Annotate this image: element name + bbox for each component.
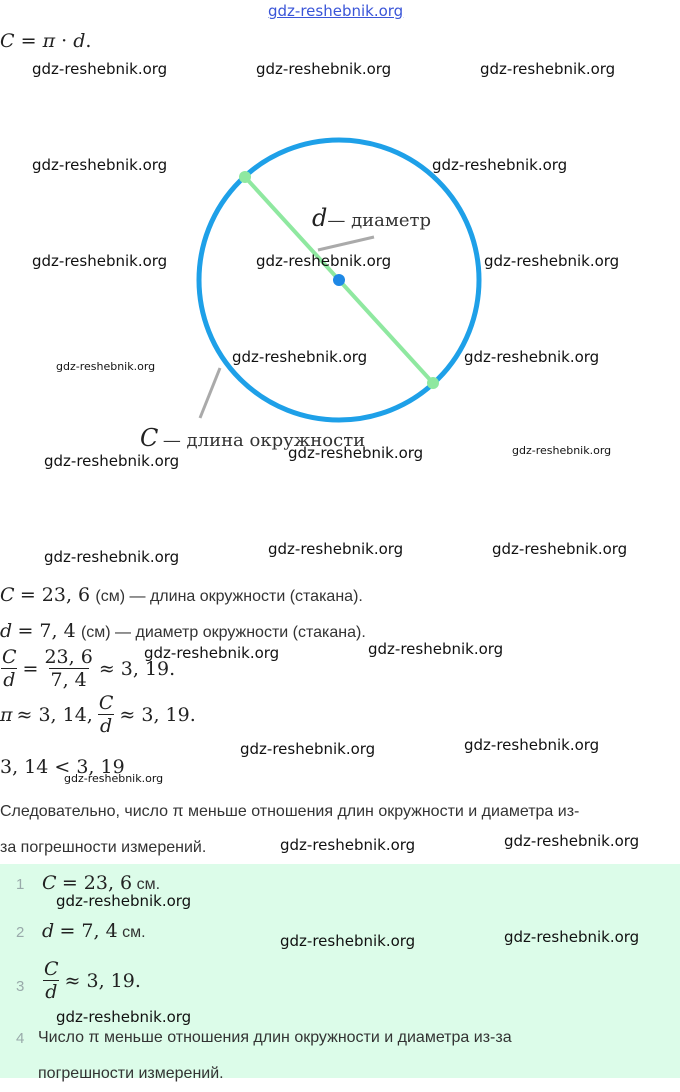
ratio-eq: = [22, 657, 39, 680]
watermark: gdz-reshebnik.org [256, 252, 392, 270]
ratio-den: d [3, 669, 16, 691]
watermark: gdz-reshebnik.org [368, 640, 504, 658]
c-value-text: (см) — длина окружности (стакана). [95, 588, 363, 605]
watermark: gdz-reshebnik.org [288, 444, 424, 462]
answer-number-4: 4 [16, 1030, 25, 1047]
watermark: gdz-reshebnik.org [280, 932, 416, 950]
watermark: gdz-reshebnik.org [504, 832, 640, 850]
watermark: gdz-reshebnik.org [492, 540, 628, 558]
line-d-value [0, 620, 366, 643]
watermark: gdz-reshebnik.org [256, 60, 392, 78]
diameter-leader-line [318, 237, 374, 250]
ratio-num-value: 23, 6 [44, 646, 93, 668]
answer-3-approx: ≈ 3, 19. [64, 969, 141, 992]
watermark: gdz-reshebnik.org [32, 156, 168, 174]
answer-item-2 [42, 920, 146, 943]
answer-number-1: 1 [16, 876, 25, 893]
d-value-expr: = 7, 4 [17, 620, 76, 642]
answer-1-unit: см. [132, 876, 161, 893]
circumference-leader-line [200, 368, 220, 418]
answer-number-3: 3 [16, 978, 25, 995]
answer-3-den: d [45, 981, 58, 1003]
watermark: gdz-reshebnik.org [44, 452, 180, 470]
diameter-label [312, 204, 431, 232]
watermark: gdz-reshebnik.org [280, 836, 416, 854]
ratio-den-value: 7, 4 [50, 669, 87, 691]
watermark: gdz-reshebnik.org [56, 892, 192, 910]
watermark: gdz-reshebnik.org [432, 156, 568, 174]
answer-1-expr: = 23, 6 [61, 872, 133, 894]
watermark: gdz-reshebnik.org [44, 548, 180, 566]
diameter-endpoint-bottom [427, 377, 439, 389]
diameter-label-var: d [312, 204, 328, 232]
diameter-endpoint-top [239, 171, 251, 183]
watermark: gdz-reshebnik.org [512, 444, 612, 457]
formula-dot: · [61, 30, 68, 52]
answer-2-expr: = 7, 4 [59, 920, 118, 942]
answer-number-2: 2 [16, 924, 25, 941]
watermark-top[interactable]: gdz-reshebnik.org [268, 2, 404, 20]
answer-1-var: C [42, 872, 57, 894]
pi-line-num: C [98, 692, 114, 714]
answer-3-num: C [44, 958, 59, 980]
c-value-var: C [0, 584, 15, 606]
pi-line-approx: ≈ 3, 19. [119, 703, 196, 726]
ratio-approx: ≈ 3, 19. [98, 657, 176, 680]
pi-line-fraction [97, 692, 116, 737]
watermark: gdz-reshebnik.org [268, 540, 404, 558]
answer-3-fraction [42, 958, 61, 1003]
ratio-fraction-values [42, 646, 94, 691]
watermark: gdz-reshebnik.org [232, 348, 368, 366]
center-point [333, 274, 345, 286]
d-value-var: d [0, 620, 13, 642]
conclusion-line-1: Следовательно, число π меньше отношения длин окружности и диаметра из- [0, 803, 580, 820]
circumference-label-var: C [140, 424, 159, 452]
formula-pi: π [42, 30, 56, 52]
answer-item-3 [42, 958, 141, 1003]
line-compare: 3, 14 < 3, 19 [0, 756, 125, 778]
watermark: gdz-reshebnik.org [484, 252, 620, 270]
watermark: gdz-reshebnik.org [504, 928, 640, 946]
line-pi [0, 692, 196, 737]
watermark: gdz-reshebnik.org [32, 252, 168, 270]
pi-line-den: d [100, 715, 113, 737]
watermark: gdz-reshebnik.org [464, 736, 600, 754]
watermark: gdz-reshebnik.org [144, 644, 280, 662]
answer-4-line-2: погрешности измерений. [38, 1065, 224, 1082]
answer-2-var: d [42, 920, 55, 942]
conclusion-line-2: за погрешности измерений. [0, 839, 207, 856]
c-value-expr: = 23, 6 [19, 584, 91, 606]
circumference-label-text: — длина окружности [162, 430, 366, 451]
answer-2-unit: см. [117, 924, 146, 941]
watermark: gdz-reshebnik.org [56, 1008, 192, 1026]
ratio-num: C [2, 646, 17, 668]
watermark: gdz-reshebnik.org [32, 60, 168, 78]
d-value-text: (см) — диаметр окружности (стакана). [80, 624, 366, 641]
watermark: gdz-reshebnik.org [464, 348, 600, 366]
watermark: gdz-reshebnik.org [64, 772, 164, 785]
formula-eq: = [20, 30, 37, 52]
diameter-label-text: — диаметр [327, 210, 432, 231]
pi-approx: ≈ 3, 14, [16, 703, 93, 726]
conclusion-paragraph [0, 794, 672, 866]
formula-circumference [0, 30, 91, 52]
formula-end: . [85, 30, 92, 52]
formula-c: C [0, 30, 15, 52]
ratio-fraction [0, 646, 19, 691]
line-c-value [0, 584, 363, 607]
answer-item-4 [38, 1020, 512, 1092]
formula-d: d [73, 30, 86, 52]
answer-4-line-1: Число π меньше отношения длин окружности и диаметра из-за [38, 1029, 512, 1046]
watermark: gdz-reshebnik.org [240, 740, 376, 758]
watermark: gdz-reshebnik.org [480, 60, 616, 78]
pi-symbol: π [0, 703, 13, 726]
watermark: gdz-reshebnik.org [56, 360, 156, 373]
